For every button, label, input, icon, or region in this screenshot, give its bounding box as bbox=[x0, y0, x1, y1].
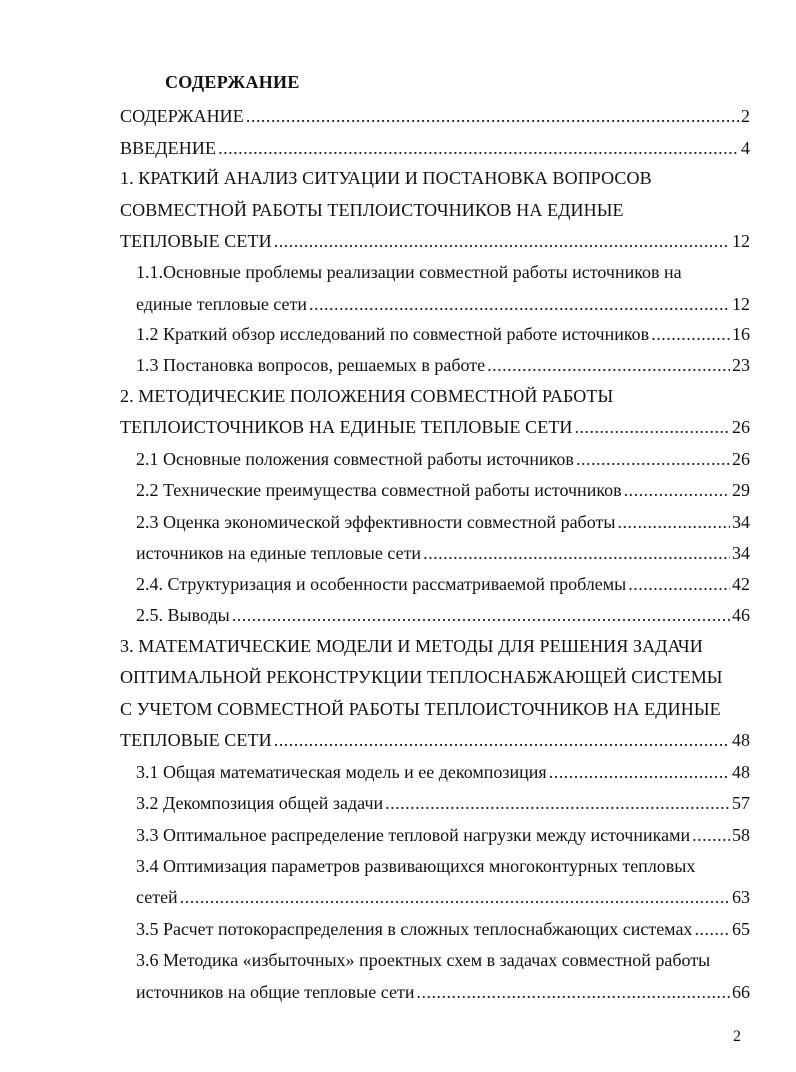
toc-leader bbox=[232, 603, 730, 627]
toc-page: 26 bbox=[732, 417, 750, 437]
toc-entry-title: 3.1 Общая математическая модель и ее декомпозиция bbox=[136, 762, 547, 782]
page-number: 2 bbox=[733, 1028, 741, 1045]
toc-entry-line: ОПТИМАЛЬНОЙ РЕКОНСТРУКЦИИ ТЕПЛОСНАБЖАЮЩЕЙ СИСТЕМЫ bbox=[120, 667, 723, 687]
toc-leader bbox=[549, 760, 730, 784]
toc-leader bbox=[617, 510, 730, 534]
toc-entry bbox=[136, 292, 750, 316]
toc-entry bbox=[120, 229, 750, 253]
toc-page: 66 bbox=[732, 982, 750, 1002]
toc-entry bbox=[136, 980, 750, 1004]
toc-entry-line: 3.6 Методика «избыточных» проектных схем в задачах совместной работы bbox=[136, 950, 711, 970]
toc-page: 63 bbox=[732, 887, 750, 907]
toc-entry-title: 1.3 Постановка вопросов, решаемых в работе bbox=[136, 355, 486, 375]
toc-entry bbox=[136, 885, 750, 909]
toc-entry-title: 3.2 Декомпозиция общей задачи bbox=[136, 793, 384, 813]
toc-entry bbox=[120, 728, 750, 752]
toc-leader bbox=[487, 353, 730, 377]
toc-entry-title: СОДЕРЖАНИЕ bbox=[120, 106, 244, 126]
toc-entry bbox=[136, 603, 750, 627]
toc-leader bbox=[692, 823, 730, 847]
toc-entry-title: источников на общие тепловые сети bbox=[136, 982, 415, 1002]
toc-entry-line: 3. МАТЕМАТИЧЕСКИЕ МОДЕЛИ И МЕТОДЫ ДЛЯ РЕШЕНИЯ ЗАДАЧИ bbox=[120, 636, 703, 656]
toc-entry-line: 1. КРАТКИЙ АНАЛИЗ СИТУАЦИИ И ПОСТАНОВКА ВОПРОСОВ bbox=[120, 168, 652, 188]
toc-entry bbox=[136, 791, 750, 815]
toc-entry bbox=[136, 572, 750, 596]
toc-entry bbox=[136, 823, 750, 847]
toc-entry-title: источников на единые тепловые сети bbox=[136, 543, 422, 563]
toc-leader bbox=[624, 478, 730, 502]
toc-leader bbox=[385, 791, 730, 815]
toc-entry-line: 2. МЕТОДИЧЕСКИЕ ПОЛОЖЕНИЯ СОВМЕСТНОЙ РАБОТЫ bbox=[120, 386, 614, 406]
toc-entry-line: СОВМЕСТНОЙ РАБОТЫ ТЕПЛОИСТОЧНИКОВ НА ЕДИНЫЕ bbox=[120, 200, 624, 220]
toc-entry-title: 2.2 Технические преимущества совместной работы источников bbox=[136, 480, 622, 500]
toc-entry-title: 2.4. Структуризация и особенности рассматриваемой проблемы bbox=[136, 574, 627, 594]
toc-entry bbox=[120, 415, 750, 439]
toc-page: 42 bbox=[732, 574, 750, 594]
toc-leader bbox=[274, 728, 730, 752]
toc-page: 46 bbox=[732, 605, 750, 625]
toc-page: 65 bbox=[732, 919, 750, 939]
toc-entry bbox=[120, 136, 750, 160]
toc-page: 57 bbox=[732, 793, 750, 813]
toc-leader bbox=[218, 136, 739, 160]
toc-leader bbox=[416, 980, 730, 1004]
toc-entry bbox=[136, 353, 750, 377]
toc-entry-title: ТЕПЛОИСТОЧНИКОВ НА ЕДИНЫЕ ТЕПЛОВЫЕ СЕТИ bbox=[120, 417, 573, 437]
toc-leader bbox=[423, 541, 730, 565]
toc-entry-title: сетей bbox=[136, 887, 178, 907]
toc-entry bbox=[136, 322, 750, 346]
toc-entry bbox=[136, 478, 750, 502]
toc-entry bbox=[136, 917, 750, 941]
toc-heading: СОДЕРЖАНИЕ bbox=[165, 72, 300, 92]
toc-leader bbox=[180, 885, 730, 909]
toc-entry-title: единые тепловые сети bbox=[136, 294, 308, 314]
toc-page: 29 bbox=[732, 480, 750, 500]
toc-leader bbox=[274, 229, 730, 253]
toc-page: 58 bbox=[732, 825, 750, 845]
toc-entry bbox=[120, 104, 750, 128]
toc-page: 12 bbox=[732, 294, 750, 314]
toc-entry-line: 3.4 Оптимизация параметров развивающихся многоконтурных тепловых bbox=[136, 856, 696, 876]
toc-entry-title: 2.3 Оценка экономической эффективности совместной работы bbox=[136, 512, 616, 532]
toc-page: 2 bbox=[741, 106, 750, 126]
toc-entry-title: ВВЕДЕНИЕ bbox=[120, 138, 217, 158]
toc-leader bbox=[651, 322, 730, 346]
toc-entry-line: С УЧЕТОМ СОВМЕСТНОЙ РАБОТЫ ТЕПЛОИСТОЧНИКОВ НА ЕДИНЫЕ bbox=[120, 699, 721, 719]
toc-page: 12 bbox=[732, 231, 750, 251]
toc-leader bbox=[694, 917, 730, 941]
toc-leader bbox=[576, 447, 730, 471]
toc-entry-line: 1.1.Основные проблемы реализации совместной работы источников на bbox=[136, 262, 682, 282]
toc-entry bbox=[136, 510, 750, 534]
toc-entry-title: 2.1 Основные положения совместной работы источников bbox=[136, 449, 574, 469]
toc-page: 34 bbox=[732, 543, 750, 563]
toc-page: 4 bbox=[741, 138, 750, 158]
toc-page: 26 bbox=[732, 449, 750, 469]
toc-entry-title: 3.3 Оптимальное распределение тепловой нагрузки между источниками bbox=[136, 825, 691, 845]
toc-entry-title: 1.2 Краткий обзор исследований по совместной работе источников bbox=[136, 324, 650, 344]
toc-entry bbox=[136, 541, 750, 565]
toc-entry-title: ТЕПЛОВЫЕ СЕТИ bbox=[120, 231, 272, 251]
toc-entry bbox=[136, 447, 750, 471]
toc-page: 23 bbox=[732, 355, 750, 375]
toc-entry-title: ТЕПЛОВЫЕ СЕТИ bbox=[120, 730, 272, 750]
toc-page: 34 bbox=[732, 512, 750, 532]
toc-leader bbox=[246, 104, 739, 128]
toc-page: 48 bbox=[732, 762, 750, 782]
toc-page: 16 bbox=[732, 324, 750, 344]
toc-leader bbox=[575, 415, 730, 439]
toc-entry-title: 2.5. Выводы bbox=[136, 605, 230, 625]
toc-entry bbox=[136, 760, 750, 784]
toc-page: 48 bbox=[732, 730, 750, 750]
toc-entry-title: 3.5 Расчет потокораспределения в сложных теплоснабжающих системах bbox=[136, 919, 693, 939]
toc-leader bbox=[309, 292, 730, 316]
toc-leader bbox=[628, 572, 730, 596]
